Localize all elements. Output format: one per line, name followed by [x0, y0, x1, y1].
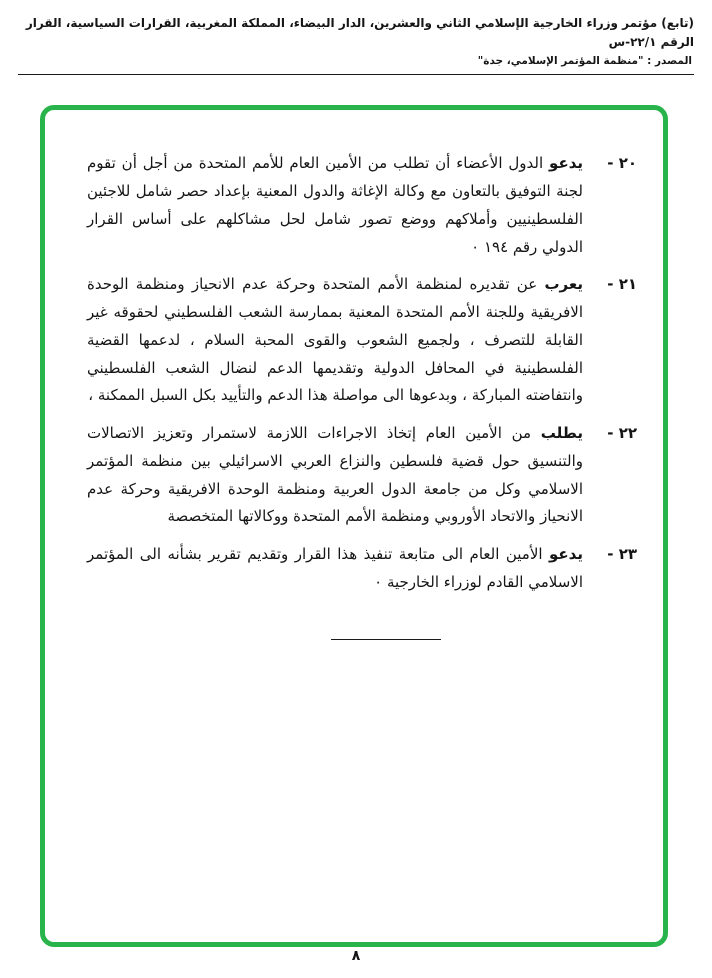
clause-number: ٢٠ - [607, 154, 637, 173]
clause-lead: يطلب [540, 424, 583, 443]
clause-body: من الأمين العام إتخاذ الاجراءات اللازمة لاستمرار وتعزيز الاتصالات والتنسيق حول قضية فلسطين والنزاع العربي الاسرائيلي بين منظمة المؤتمر الاسلامي وكل من جامعة الدول العربية ومنظمة الوحدة الافريقية وحركة عدم الانحياز والاتحاد الأوروبي ومنظمة الأمم المتحدة ووكالاتها المتخصصة [87, 424, 583, 526]
clause-lead: يدعو [549, 545, 583, 564]
header-rule [18, 74, 694, 75]
clause-text [87, 271, 583, 410]
clause-body: الأمين العام الى متابعة تنفيذ هذا القرار وتقديم تقرير بشأنه الى المؤتمر الاسلامي القادم لوزراء الخارجية ٠ [87, 545, 583, 591]
clause-lead: يعرب [544, 275, 583, 294]
resolution-clause-23 [87, 541, 637, 597]
clause-body: الدول الأعضاء أن تطلب من الأمين العام للأمم المتحدة من أجل أن تقوم لجنة التوفيق بالتعاون مع وكالة الإغاثة والدول المعنية بإعداد حصر شامل للاجئين الفلسطينيين وأملاكهم ووضع تصور شامل لحل مشاكلهم على أساس القرار الدولي رقم ١٩٤ ٠ [87, 154, 583, 256]
end-divider [331, 639, 441, 640]
clause-number: ٢٣ - [607, 545, 637, 564]
clause-number: ٢٢ - [607, 424, 637, 443]
content-frame [40, 105, 668, 947]
header-source: المصدر : "منظمة المؤتمر الإسلامي، جدة" [477, 55, 692, 68]
page-number: ٨ [351, 948, 361, 964]
resolution-clause-21 [87, 271, 637, 410]
clause-lead: يدعو [549, 154, 583, 173]
page-header [18, 14, 694, 75]
header-title: (تابع) مؤتمر وزراء الخارجية الإسلامي الثاني والعشرين، الدار البيضاء، المملكة المغربية، القرارات السياسية، القرار الرقم ٢٢/١-س [25, 16, 694, 50]
clause-body: عن تقديره لمنظمة الأمم المتحدة وحركة عدم الانحياز ومنظمة الوحدة الافريقية وللجنة الأمم المتحدة المعنية بممارسة الشعب الفلسطيني لحقوقه غير القابلة للتصرف ، ولجميع الشعوب والقوى المحبة السلام ، لدعمها القضية الفلسطينية في المحافل الدولية وتقديمها الدعم لنضال الشعب الفلسطيني وانتفاضته المباركة ، وبدعوها الى مواصلة هذا الدعم والتأييد بكل السبل الممكنة ، [87, 275, 583, 405]
clause-text [87, 541, 583, 597]
clause-text [87, 420, 583, 531]
clause-number: ٢١ - [607, 275, 637, 294]
resolution-clause-20 [87, 150, 637, 261]
clause-text [87, 150, 583, 261]
resolution-clause-22 [87, 420, 637, 531]
